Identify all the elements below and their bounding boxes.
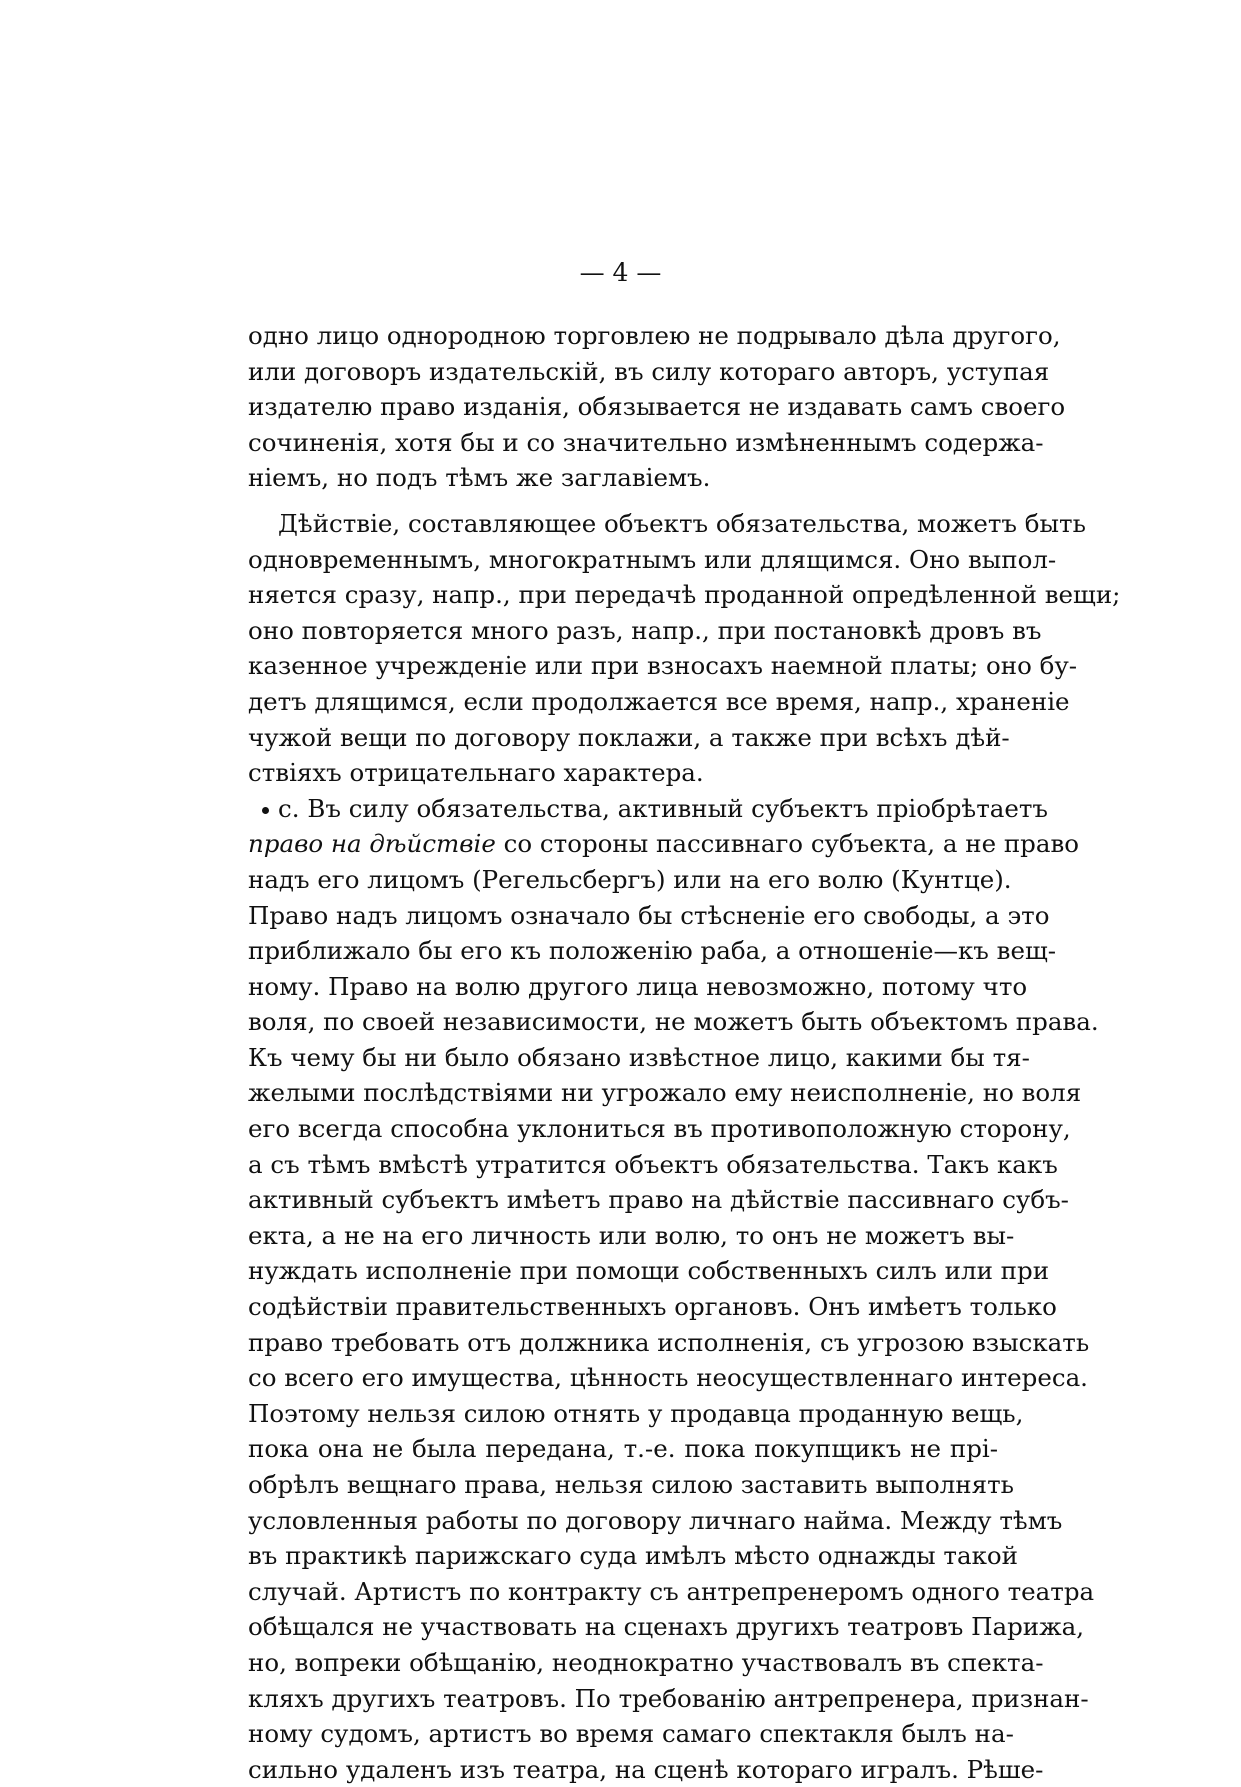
text-line: содѣйствіи правительственныхъ органовъ. Онъ имѣетъ только: [248, 1292, 1057, 1322]
text-line: няется сразу, напр., при передачѣ проданной опредѣленной вещи;: [248, 580, 1121, 610]
text-line: условленныя работы по договору личнаго найма. Между тѣмъ: [248, 1505, 1063, 1535]
text-line: Дѣйствіе, составляющее объектъ обязательства, можетъ быть: [278, 508, 1086, 538]
paragraph-3: [248, 791, 1099, 1787]
italic-term: право на дѣйствіе: [248, 829, 496, 859]
text-line: ствіяхъ отрицательнаго характера.: [248, 758, 704, 788]
text-line: ному судомъ, артистъ во время самаго спектакля былъ на-: [248, 1719, 1014, 1749]
text-line: издателю право изданія, обязывается не издавать самъ своего: [248, 392, 1066, 422]
page-number: — 4 —: [579, 258, 662, 287]
text-line: право требовать отъ должника исполненія, съ угрозою взыскать: [248, 1327, 1090, 1357]
text-line: кляхъ другихъ театровъ. По требованію антрепренера, признан-: [248, 1683, 1089, 1713]
text-line: нуждать исполненіе при помощи собственныхъ силъ или при: [248, 1256, 1050, 1286]
paragraph-1: [248, 318, 1066, 496]
text-line: одно лицо однородною торговлею не подрывало дѣла другого,: [248, 321, 1061, 350]
text-line: ному. Право на волю другого лица невозможно, потому что: [248, 971, 1028, 1001]
text-line: со всего его имущества, цѣнность неосуществленнаго интереса.: [248, 1363, 1088, 1393]
text-span: Въ силу обязательства, активный субъектъ пріобрѣтаетъ: [307, 793, 1049, 823]
body-text: [248, 318, 1121, 1787]
text-line: детъ длящимся, если продолжается все время, напр., храненіе: [248, 686, 1070, 716]
text-line: Поэтому нельзя силою отнять у продавца проданную вещь,: [248, 1398, 1024, 1428]
text-line: а съ тѣмъ вмѣстѣ утратится объектъ обязательства. Такъ какъ: [248, 1149, 1058, 1179]
text-line: екта, а не на его личность или волю, то онъ не можетъ вы-: [248, 1220, 1015, 1250]
text-line: обрѣлъ вещнаго права, нельзя силою заставить выполнять: [248, 1470, 1014, 1499]
text-line: но, вопреки обѣщанію, неоднократно участвовалъ въ спекта-: [248, 1647, 1044, 1677]
text-line: случай. Артистъ по контракту съ антрепренеромъ одного театра: [248, 1576, 1095, 1606]
text-line: обѣщался не участвовать на сценахъ другихъ театровъ Парижа,: [248, 1612, 1085, 1642]
text-line: сильно удаленъ изъ театра, на сценѣ котораго игралъ. Рѣше-: [248, 1754, 1044, 1784]
paragraph-2: [248, 506, 1121, 791]
text-line: Къ чему бы ни было обязано извѣстное лицо, какими бы тя-: [248, 1042, 1030, 1072]
text-line: сочиненія, хотя бы и со значительно измѣненнымъ содержа-: [248, 427, 1044, 457]
text-line: чужой вещи по договору поклажи, а также при всѣхъ дѣй-: [248, 722, 1010, 752]
text-line: оно повторяется много разъ, напр., при постановкѣ дровъ въ: [248, 615, 1042, 645]
text-line: или договоръ издательскій, въ силу котораго авторъ, уступая: [248, 356, 1050, 386]
text-line: надъ его лицомъ (Регельсбергъ) или на его волю (Кунтце).: [248, 864, 1012, 894]
text-line: одновременнымъ, многократнымъ или длящимся. Оно выпол-: [248, 544, 1057, 574]
text-line: въ практикѣ парижскаго суда имѣлъ мѣсто однажды такой: [248, 1541, 1018, 1571]
text-line: желыми послѣдствіями ни угрожало ему неисполненіе, но воля: [248, 1078, 1082, 1108]
text-line: воля, по своей независимости, не можетъ быть объектомъ права.: [248, 1007, 1099, 1037]
section-marker: с.: [278, 793, 300, 823]
text-line: казенное учрежденіе или при взносахъ наемной платы; оно бу-: [248, 651, 1078, 681]
text-line: активный субъектъ имѣетъ право на дѣйствіе пассивнаго субъ-: [248, 1185, 1069, 1215]
text-line: его всегда способна уклониться въ противоположную сторону,: [248, 1114, 1071, 1144]
text-line: [248, 791, 1049, 827]
text-span: со стороны пассивнаго субъекта, а не право: [503, 829, 1080, 859]
text-line: [248, 826, 1080, 862]
text-line: приближало бы его къ положенію раба, а отношеніе—къ вещ-: [248, 936, 1057, 966]
text-line: Право надъ лицомъ означало бы стѣсненіе его свободы, а это: [248, 900, 1050, 930]
text-line: пока она не была передана, т.-е. пока покупщикъ не прі-: [248, 1434, 998, 1464]
text-line: ніемъ, но подъ тѣмъ же заглавіемъ.: [248, 463, 711, 493]
